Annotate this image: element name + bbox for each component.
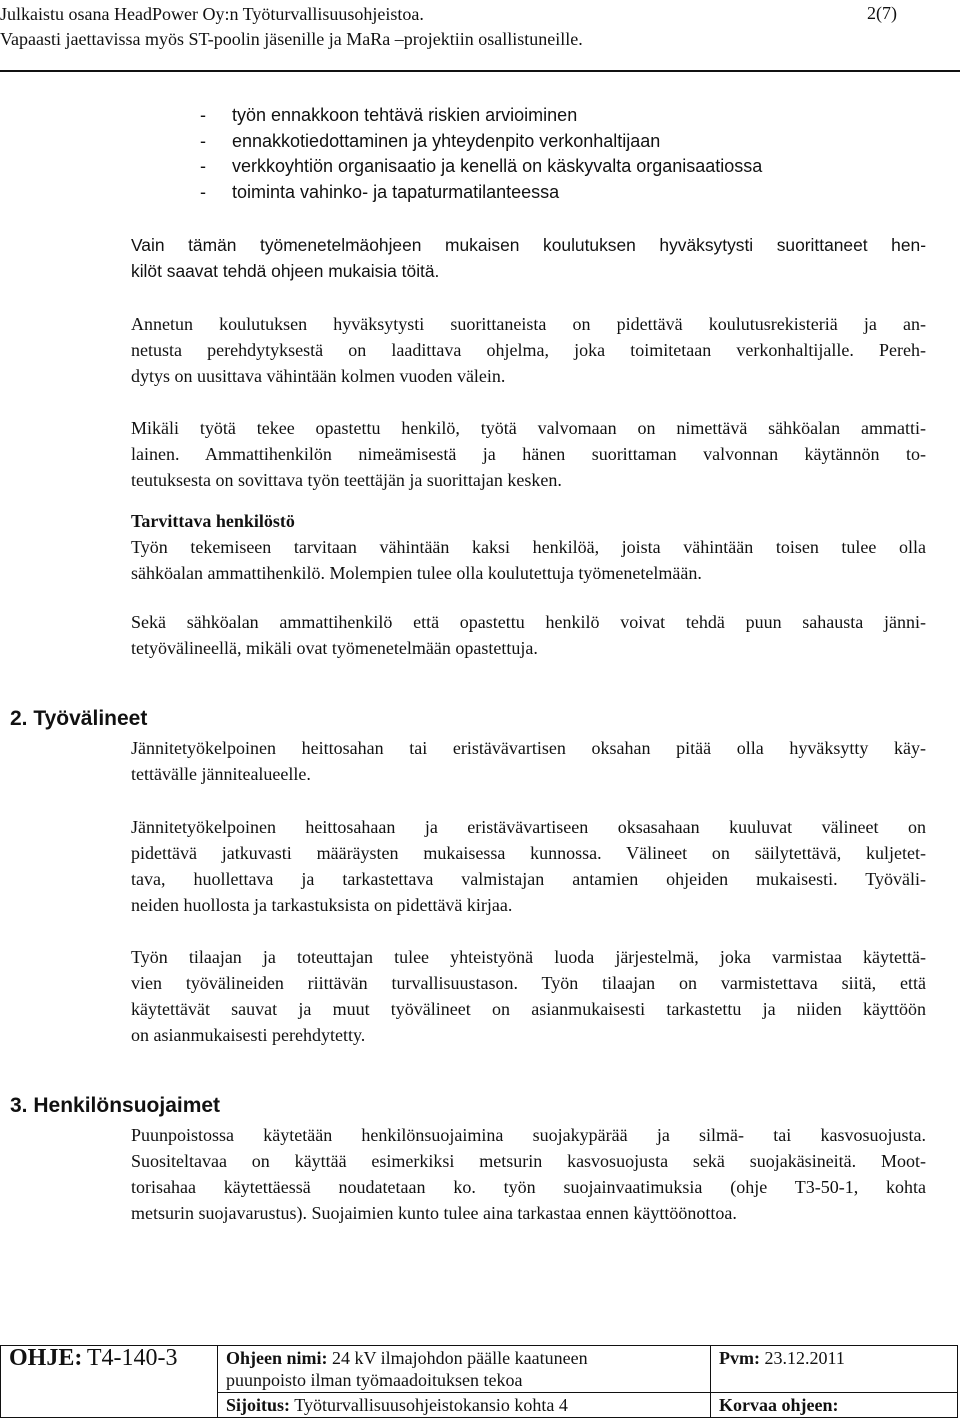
footer-sijoitus-cell [218, 1393, 711, 1418]
footer-nimi-cell [218, 1346, 711, 1393]
bullet-list [200, 103, 762, 206]
footer-sijoitus-label: Sijoitus: [226, 1395, 291, 1415]
list-item: - työn ennakkoon tehtävä riskien arvioiminen [200, 103, 762, 129]
list-item: - verkkoyhtiön organisaatio ja kenellä on käskyvalta organisaatiossa [200, 154, 762, 180]
paragraph-tyovalineet-2: Jännitetyökelpoinen heittosahaan ja eristävävartiseen oksasahaan kuuluvat välineet on pidettävä jatkuvasti määräysten mukaisessa kunnossa. Välineet on säilytettävä, kuljetet- tava, huollettava ja tarkastettava valmistajan antamien ohjeiden mukaisesti. Työväli- neiden huollosta ja tarkastuksista on pidettävä kirjaa. [131, 817, 926, 915]
list-item: - ennakkotiedottaminen ja yhteydenpito verkonhaltijaan [200, 129, 762, 155]
footer-korvaa-label: Korvaa ohjeen: [719, 1395, 839, 1415]
bullet-dash: - [200, 105, 206, 125]
subheading-tarvittava: Tarvittava henkilöstö [131, 511, 295, 531]
footer-nimi-label: Ohjeen nimi: [226, 1348, 328, 1368]
footer-nimi-value-1: 24 kV ilmajohdon päälle kaatuneen [332, 1348, 588, 1368]
header-line-1: Julkaistu osana HeadPower Oy:n Työturvallisuusohjeistoa. [0, 4, 424, 24]
list-item: - toiminta vahinko- ja tapaturmatilanteessa [200, 180, 762, 206]
bullet-dash: - [200, 156, 206, 177]
paragraph-mikali: Mikäli työtä tekee opastettu henkilö, työtä valvomaan on nimettävä sähköalan ammatti- lainen. Ammattihenkilön nimeämisestä ja hänen suorittaman valvonnan käytännön to- teutuksesta on sovittava työn teettäjän ja suorittajan kesken. [131, 418, 926, 490]
paragraph-vain: Vain tämän työmenetelmäohjeen mukaisen koulutuksen hyväksytysti suorittaneet hen- kilöt saavat tehdä ohjeen mukaisia töitä. [131, 235, 926, 281]
footer-nimi-value-2: puunpoisto ilman työmaadoituksen tekoa [226, 1370, 523, 1390]
header-line-2: Vapaasti jaettavissa myös ST-poolin jäsenille ja MaRa –projektiin osallistuneille. [0, 29, 583, 49]
bullet-dash: - [200, 182, 206, 203]
paragraph-tyovalineet-3: Työn tilaajan ja toteuttajan tulee yhteistyönä luoda järjestelmä, joka varmistaa käytettä- vien työvälineiden riittävän turvallisuustason. Työn tilaajan on varmistettava siitä, että käytettävät sauvat ja muut työvälineet on asianmukaisesti tarkastettu ja niiden käyttöön on asianmukaisesti perehdytetty. [131, 947, 926, 1045]
footer-pvm-label: Pvm: [719, 1348, 760, 1368]
footer-ohje-value: T4-140-3 [86, 1345, 178, 1371]
paragraph-henkilonsuojaimet: Puunpoistossa käytetään henkilönsuojaimina suojakypärää ja silmä- tai kasvosuojusta. Suositeltavaa on käyttää esimerkiksi metsurin kasvosuojusta sekä suojakäsineitä. Moot- torisahaa käytettäessä noudatetaan ko. työn suojainvaatimuksia (ohje T3-50-1, kohta metsurin suojavarustus). Suojaimien kunto tulee aina tarkastaa ennen käyttöönottoa. [131, 1125, 926, 1223]
footer-korvaa-cell [711, 1393, 958, 1418]
footer-sijoitus-value: Työturvallisuusohjeistokansio kohta 4 [294, 1395, 568, 1415]
section-heading-tyovalineet: 2. Työvälineet [10, 707, 148, 730]
paragraph-tyovalineet-1: Jännitetyökelpoinen heittosahan tai eristävävartisen oksahan pitää olla hyväksytty käy- tettävälle jännitealueelle. [131, 738, 926, 784]
footer-pvm-value: 23.12.2011 [764, 1348, 845, 1368]
paragraph-tarvittava: Tarvittava henkilöstö Työn tekemiseen tarvitaan vähintään kaksi henkilöä, joista vähintään toisen tulee olla sähköalan ammattihenkilö. Molempien tulee olla koulutettuja työmenetelmään. [131, 508, 926, 586]
paragraph-seka: Sekä sähköalan ammattihenkilö että opastettu henkilö voivat tehdä puun sahausta jänni- tetyövälineellä, mikäli ovat työmenetelmään opastettuja. [131, 612, 926, 658]
footer-ohje-label: OHJE: [9, 1345, 83, 1371]
page-number: 2(7) [867, 3, 897, 23]
bullet-dash: - [200, 130, 206, 151]
header-divider [0, 70, 960, 72]
footer-ohje-cell [1, 1346, 218, 1418]
paragraph-annetun: Annetun koulutuksen hyväksytysti suorittaneista on pidettävä koulutusrekisteriä ja an- netusta perehdytyksestä on laadittava ohjelma, joka toimitetaan verkonhaltijalle. Pereh- dytys on uusittava vähintään kolmen vuoden välein. [131, 314, 926, 386]
section-heading-henkilonsuojaimet: 3. Henkilönsuojaimet [10, 1094, 221, 1117]
footer-info-table [0, 1345, 958, 1418]
footer-pvm-cell [711, 1346, 958, 1393]
